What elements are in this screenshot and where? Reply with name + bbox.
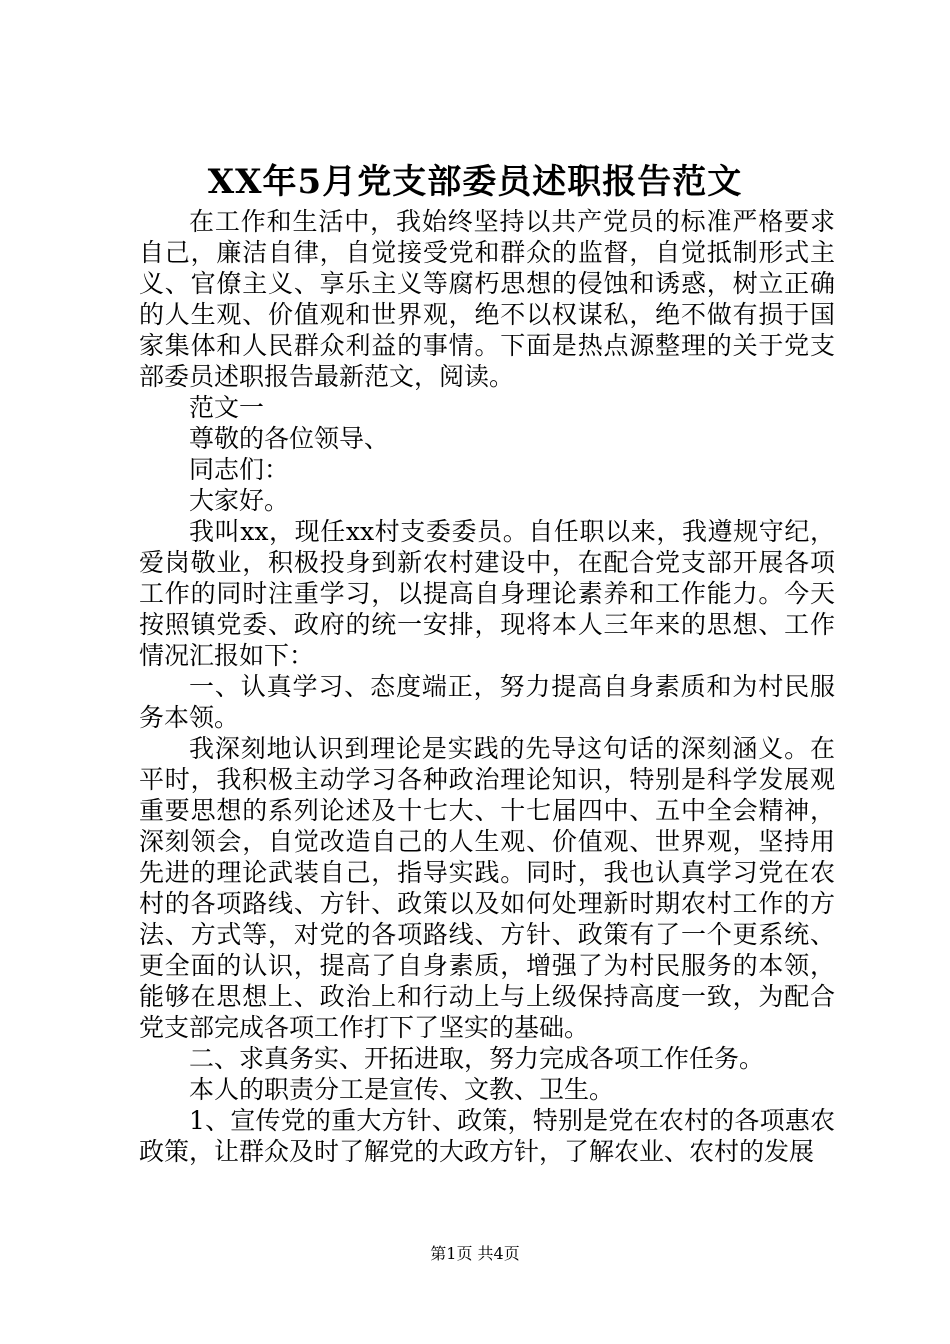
section-heading-study: 一、认真学习、态度端正，努力提高自身素质和为村民服务本领。 (139, 672, 835, 732)
paragraph-duties: 本人的职责分工是宣传、文教、卫生。 (189, 1075, 615, 1104)
document-body (139, 206, 835, 1167)
paragraph-item-1: 1、宣传党的重大方针、政策，特别是党在农村的各项惠农政策，让群众及时了解党的大政方针，了解农业、农村的发展 (139, 1106, 835, 1166)
paragraph-salutation-comrades: 同志们： (189, 455, 290, 484)
page-footer: 第1页 共4页 (430, 1244, 520, 1263)
paragraph-self-introduction: 我叫xx，现任xx村支委委员。自任职以来，我遵规守纪，爱岗敬业，积极投身到新农村建设中，在配合党支部开展各项工作的同时注重学习，以提高自身理论素养和工作能力。今天按照镇党委、政府的统一安排，现将本人三年来的思想、工作情况汇报如下： (139, 517, 835, 670)
paragraph-greeting: 大家好。 (189, 486, 290, 515)
section-heading-work: 二、求真务实、开拓进取，努力完成各项工作任务。 (189, 1044, 765, 1073)
paragraph-sample-heading: 范文一 (189, 393, 265, 422)
page-title: XX年5月党支部委员述职报告范文 (207, 162, 743, 202)
paragraph-study: 我深刻地认识到理论是实践的先导这句话的深刻涵义。在平时，我积极主动学习各种政治理论知识，特别是科学发展观重要思想的系列论述及十七大、十七届四中、五中全会精神，深刻领会，自觉改造自己的人生观、价值观、世界观，坚持用先进的理论武装自己，指导实践。同时，我也认真学习党在农村的各项路线、方针、政策以及如何处理新时期农村工作的方法、方式等，对党的各项路线、方针、政策有了一个更系统、更全面的认识，提高了自身素质，增强了为村民服务的本领，能够在思想上、政治上和行动上与上级保持高度一致，为配合党支部完成各项工作打下了坚实的基础。 (139, 734, 835, 1042)
paragraph-intro: 在工作和生活中，我始终坚持以共产党员的标准严格要求自己，廉洁自律，自觉接受党和群众的监督，自觉抵制形式主义、官僚主义、享乐主义等腐朽思想的侵蚀和诱惑，树立正确的人生观、价值观和世界观，绝不以权谋私，绝不做有损于国家集体和人民群众利益的事情。下面是热点源整理的关于党支部委员述职报告最新范文，阅读。 (139, 207, 835, 391)
paragraph-salutation-leaders: 尊敬的各位领导、 (189, 424, 390, 453)
